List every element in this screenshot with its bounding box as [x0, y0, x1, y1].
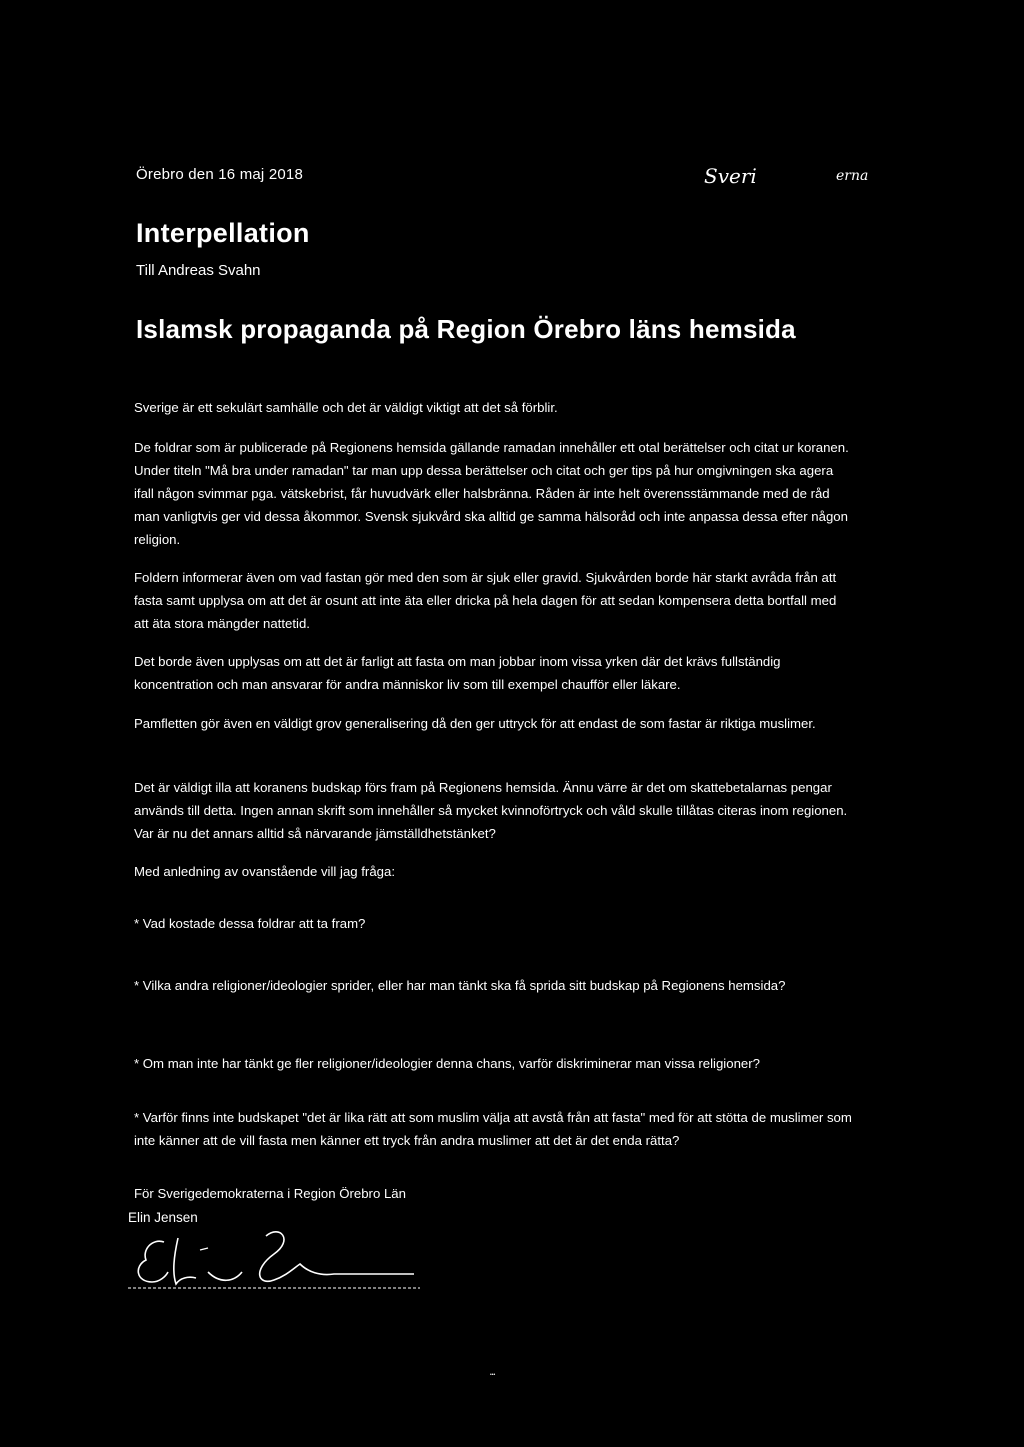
paragraph-text: Med anledning av ovanstående vill jag fråga:: [134, 864, 395, 879]
document-type-heading: Interpellation: [136, 218, 310, 248]
question-item-3: [134, 1052, 854, 1075]
paragraph-text: De foldrar som är publicerade på Regionens hemsida gällande ramadan innehåller ett otal berättelser och citat ur koranen. Under titeln "Må bra under ramadan" tar man upp dessa berättelser och citat och ger tips på hur omgivningen ska agera ifall någon svimmar pga. vätskebrist, får huvudvärk eller halsbränna. Råden är inte helt överensstämmande med de råd man vanligtvis ger vid dessa åkommor. Svensk sjukvård ska alltid ge samma hälsoråd och inte anpassa dessa efter någon religion.: [134, 440, 849, 547]
recipient-line: Till Andreas Svahn: [136, 262, 261, 279]
paragraph-text: Pamfletten gör även en väldigt grov generalisering då den ger uttryck för att endast de som fastar är riktiga muslimer.: [134, 716, 816, 731]
paragraph-koranens-budskap: [134, 776, 854, 845]
party-logo-left: Sveri: [704, 164, 757, 188]
paragraph-text: Sverige är ett sekulärt samhälle och det är väldigt viktigt att det så förblir.: [134, 400, 558, 415]
question-text: * Varför finns inte budskapet "det är lika rätt att som muslim välja att avstå från att fasta" med för att stötta de muslimer som inte känner att de vill fasta men känner ett tryck från andra muslimer att det är det enda rätta?: [134, 1110, 852, 1148]
question-item-1: [134, 912, 854, 935]
closing-text: För Sverigedemokraterna i Region Örebro Län: [134, 1186, 406, 1201]
document-headline: Islamsk propaganda på Region Örebro läns hemsida: [136, 314, 796, 344]
question-text: * Vilka andra religioner/ideologier sprider, eller har man tänkt ska få sprida sitt budskap på Regionens hemsida?: [134, 978, 786, 993]
paragraph-foldern: [134, 566, 854, 635]
paragraph-text: Foldern informerar även om vad fastan gör med den som är sjuk eller gravid. Sjukvården borde här starkt avråda från att fasta samt upplysa om att det är osunt att inte äta eller dricka på hela dagen för att sedan kompensera detta bortfall med att äta stora mängder nattetid.: [134, 570, 837, 631]
paragraph-text: Det borde även upplysas om att det är farligt att fasta om man jobbar inom vissa yrken där det krävs fullständig koncentration och man ansvarar för andra människor liv som till exempel chaufför eller läkare.: [134, 654, 781, 692]
question-item-2: [134, 974, 854, 997]
handwritten-signature-icon: [124, 1220, 424, 1300]
party-logo-right: erna: [836, 168, 869, 184]
closing-line: [134, 1182, 854, 1205]
question-text: * Vad kostade dessa foldrar att ta fram?: [134, 916, 366, 931]
paragraph-text: Det är väldigt illa att koranens budskap förs fram på Regionens hemsida. Ännu värre är det om skattebetalarnas pengar används till detta. Ingen annan skrift som innehåller så mycket kvinnoförtryck och våld skulle tillåtas citeras inom regionen. Var är nu det annars alltid så närvarande jämställdhetstänket?: [134, 780, 848, 841]
paragraph-intro: [134, 396, 854, 419]
question-text: * Om man inte har tänkt ge fler religioner/ideologier denna chans, varför diskriminerar man vissa religioner?: [134, 1056, 760, 1071]
signer-name: Elin Jensen: [128, 1210, 198, 1225]
document-date: Örebro den 16 maj 2018: [136, 166, 304, 183]
page-mark: •••: [490, 1372, 496, 1378]
paragraph-upplysas: [134, 650, 854, 696]
paragraph-foldrar: [134, 436, 854, 551]
paragraph-question-intro: [134, 860, 854, 883]
paragraph-pamfletten: [134, 712, 854, 735]
question-item-4: [134, 1106, 854, 1152]
